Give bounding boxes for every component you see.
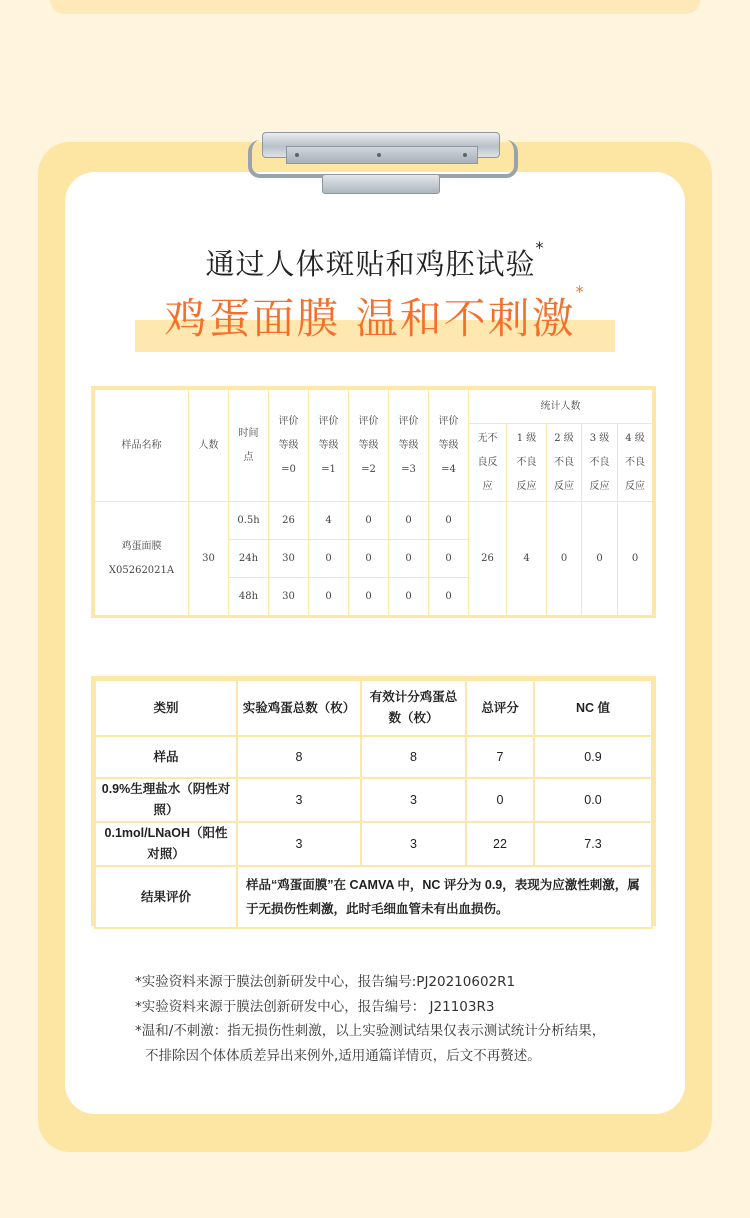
table-cell: 7.3 <box>534 822 652 866</box>
clip-plate <box>286 146 478 164</box>
grade-cell: 0 <box>309 540 349 578</box>
grade-cell: 0 <box>429 502 469 540</box>
header-total-eggs: 实验鸡蛋总数（枚） <box>237 680 361 736</box>
table-cell: 3 <box>237 778 361 822</box>
table-cell: 0 <box>466 778 534 822</box>
stat-cell: 0 <box>582 502 618 616</box>
header-sample-name: 样品名称 <box>95 390 189 502</box>
time-cell: 48h <box>229 578 269 616</box>
header-stat-3: 3 级 不良 反应 <box>582 424 618 502</box>
result-text: 样品“鸡蛋面膜”在 CAMVA 中，NC 评分为 0.9，表现为应激性刺激，属于无损伤性刺激，此时毛细血管未有出血损伤。 <box>237 866 652 928</box>
header-time: 时间 点 <box>229 390 269 502</box>
grade-cell: 0 <box>389 502 429 540</box>
camva-table <box>91 676 656 926</box>
table-cell: 3 <box>237 822 361 866</box>
stat-cell: 26 <box>469 502 507 616</box>
sample-cell: 鸡蛋面膜 X05262021A <box>95 502 189 616</box>
header-grade-0: 评价 等级 =0 <box>269 390 309 502</box>
row-category: 样品 <box>95 736 237 778</box>
header-valid-eggs: 有效计分鸡蛋总数（枚） <box>361 680 466 736</box>
header-grade-3: 评价 等级 =3 <box>389 390 429 502</box>
header-grade-4: 评价 等级 =4 <box>429 390 469 502</box>
patch-test-table <box>91 386 656 618</box>
time-cell: 24h <box>229 540 269 578</box>
footnote: *温和/不刺激：指无损伤性刺激，以上实验测试结果仅表示测试统计分析结果， <box>135 1023 606 1039</box>
header-stat-1: 1 级 不良 反应 <box>507 424 547 502</box>
grade-cell: 0 <box>389 540 429 578</box>
grade-cell: 26 <box>269 502 309 540</box>
stat-cell: 0 <box>547 502 582 616</box>
grade-cell: 0 <box>389 578 429 616</box>
stat-cell: 0 <box>618 502 653 616</box>
grade-cell: 0 <box>429 540 469 578</box>
footnote: *实验资料来源于膜法创新研发中心，报告编号： J21103R3 <box>135 998 495 1015</box>
table-cell: 22 <box>466 822 534 866</box>
header-stat-4: 4 级 不良 反应 <box>618 424 653 502</box>
footnotes <box>135 970 675 1068</box>
grade-cell: 0 <box>429 578 469 616</box>
header-nc-value: NC 值 <box>534 680 652 736</box>
grade-cell: 0 <box>309 578 349 616</box>
subheadline: 鸡蛋面膜 温和不刺激* <box>164 282 586 343</box>
clip-icon <box>240 130 520 200</box>
grade-cell: 30 <box>269 540 309 578</box>
table-cell: 8 <box>361 736 466 778</box>
table-cell: 8 <box>237 736 361 778</box>
footnote: 不排除因个体体质差异出来例外,适用通篇详情页，后文不再赘述。 <box>145 1047 541 1064</box>
clip-grip <box>322 174 440 194</box>
table-cell: 3 <box>361 778 466 822</box>
table-cell: 7 <box>466 736 534 778</box>
time-cell: 0.5h <box>229 502 269 540</box>
header-stat-none: 无不 良反 应 <box>469 424 507 502</box>
grade-cell: 4 <box>309 502 349 540</box>
header-grade-1: 评价 等级 =1 <box>309 390 349 502</box>
top-band <box>50 0 700 14</box>
grade-cell: 0 <box>349 502 389 540</box>
grade-cell: 0 <box>349 540 389 578</box>
count-cell: 30 <box>189 502 229 616</box>
header-count: 人数 <box>189 390 229 502</box>
row-category: 0.1mol/LNaOH（阳性对照） <box>95 822 237 866</box>
header-grade-2: 评价 等级 =2 <box>349 390 389 502</box>
grade-cell: 0 <box>349 578 389 616</box>
header-total-score: 总评分 <box>466 680 534 736</box>
header-stat-2: 2 级 不良 反应 <box>547 424 582 502</box>
stat-cell: 4 <box>507 502 547 616</box>
table-cell: 0.9 <box>534 736 652 778</box>
row-category: 0.9%生理盐水（阴性对照） <box>95 778 237 822</box>
header-category: 类别 <box>95 680 237 736</box>
header-stat: 统计人数 <box>469 390 653 424</box>
table-cell: 0.0 <box>534 778 652 822</box>
headline: 通过人体斑贴和鸡胚试验* <box>205 238 545 281</box>
result-label: 结果评价 <box>95 866 237 928</box>
footnote: *实验资料来源于膜法创新研发中心，报告编号:PJ20210602R1 <box>135 974 516 990</box>
grade-cell: 30 <box>269 578 309 616</box>
table-cell: 3 <box>361 822 466 866</box>
